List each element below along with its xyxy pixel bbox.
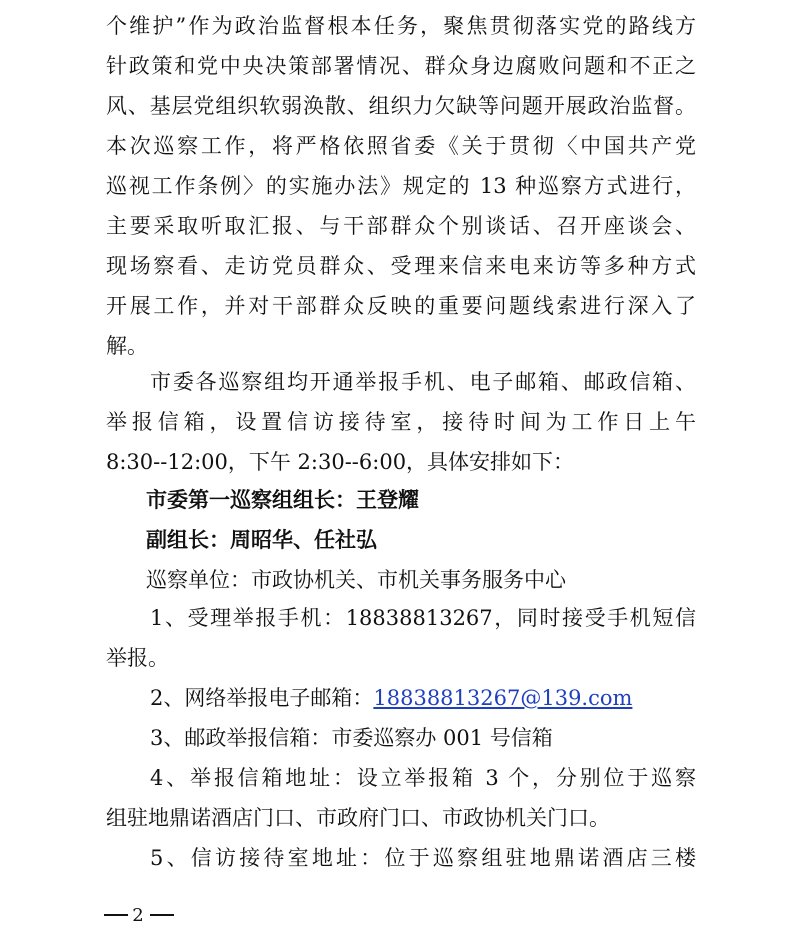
- report-email-link[interactable]: 18838813267@139.com: [373, 686, 633, 710]
- inspection-unit-value: 市政协机关、市机关事务服务中心: [251, 568, 566, 592]
- inspection-unit-label: 巡察单位：: [146, 568, 251, 592]
- body-text-line: 针政策和党中央决策部署情况、群众身边腐败问题和不正之: [106, 54, 696, 78]
- body-text-line: 主要采取听取汇报、与干部群众个别谈话、召开座谈会、: [106, 214, 696, 238]
- report-email-item: [150, 678, 696, 718]
- body-text-line: 市委各巡察组均开通举报手机、电子邮箱、邮政信箱、: [150, 370, 696, 394]
- report-email-label: 2、网络举报电子邮箱：: [150, 686, 374, 710]
- reception-room-item: 5、信访接待室地址：位于巡察组驻地鼎诺酒店三楼: [150, 846, 696, 870]
- body-text-line: 开展工作，并对干部群众反映的重要问题线索进行深入了: [106, 294, 696, 318]
- body-text-line: 风、基层党组织软弱涣散、组织力欠缺等问题开展政治监督。: [106, 94, 696, 118]
- report-box-item-cont: 组驻地鼎诺酒店门口、市政府门口、市政协机关门口。: [106, 806, 610, 830]
- body-text-line: 个维护”作为政治监督根本任务，聚焦贯彻落实党的路线方: [106, 14, 696, 38]
- body-text-line: 举报信箱，设置信访接待室，接待时间为工作日上午: [106, 410, 696, 434]
- group-leader-heading: 市委第一巡察组组长：王登耀: [146, 488, 419, 512]
- group-deputy-heading: 副组长：周昭华、任社弘: [146, 528, 377, 552]
- body-text-line: 巡视工作条例〉的实施办法》规定的 13 种巡察方式进行，: [106, 174, 696, 198]
- postal-mailbox-item: 3、邮政举报信箱：市委巡察办 001 号信箱: [150, 726, 553, 750]
- body-text-line: 8:30--12:00，下午 2:30--6:00，具体安排如下：: [106, 450, 575, 474]
- body-text-line: 解。: [106, 334, 148, 358]
- body-text-line: 现场察看、走访党员群众、受理来信来电来访等多种方式: [106, 254, 696, 278]
- body-text-line: 本次巡察工作，将严格依照省委《关于贯彻〈中国共产党: [106, 134, 696, 158]
- footer-dash-right: [150, 914, 174, 916]
- footer-dash-left: [104, 914, 128, 916]
- report-phone-item: 1、受理举报手机：18838813267，同时接受手机短信: [150, 606, 696, 630]
- page-number: 2: [132, 905, 144, 926]
- inspection-unit: [146, 560, 696, 600]
- report-phone-item-cont: 举报。: [106, 646, 169, 670]
- report-box-item: 4、举报信箱地址：设立举报箱 3 个，分别位于巡察: [150, 766, 696, 790]
